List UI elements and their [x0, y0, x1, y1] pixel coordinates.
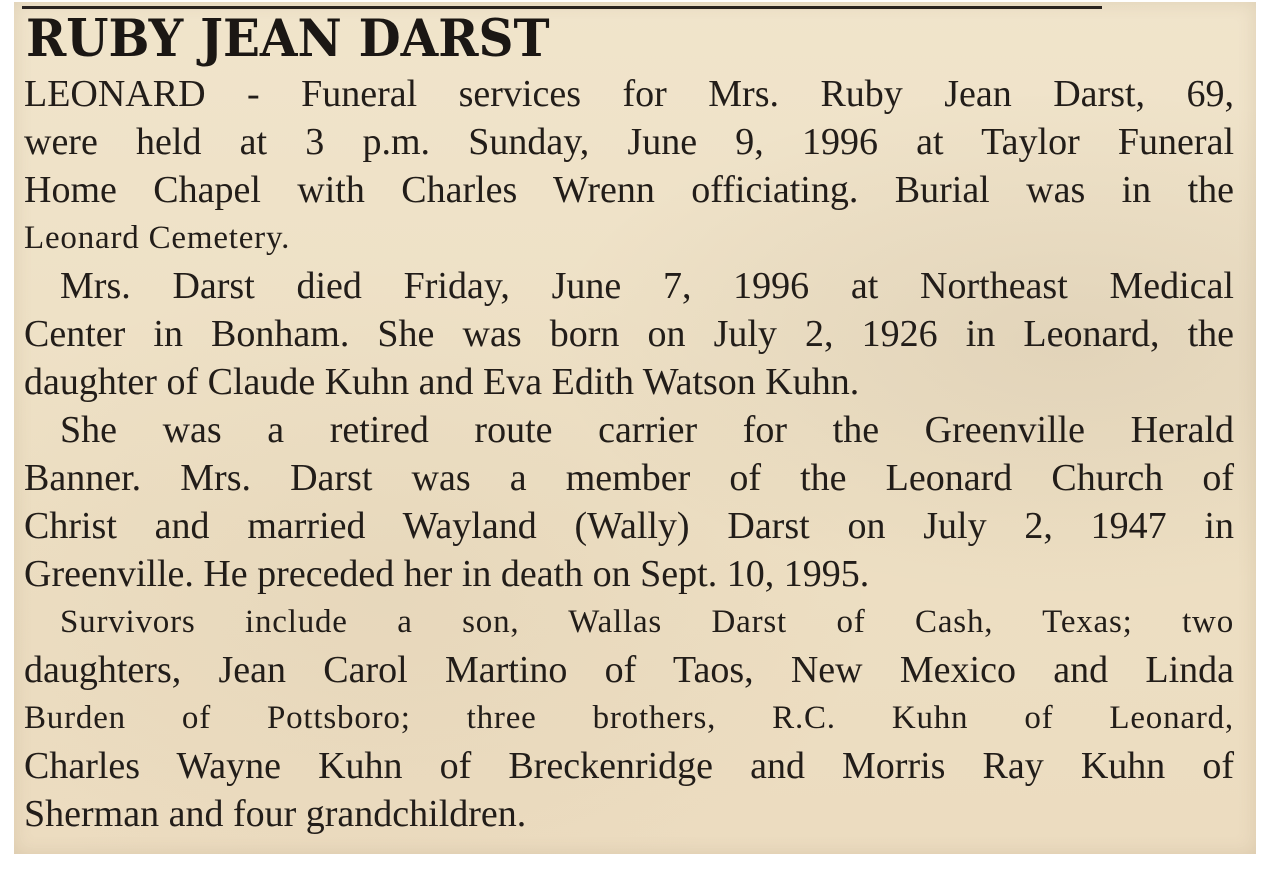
text-line: daughter of Claude Kuhn and Eva Edith Watson Kuhn. — [24, 361, 860, 403]
text-line: Greenville. He preceded her in death on Sept. 10, 1995. — [24, 553, 870, 595]
text-line: Burden of Pottsboro; three brothers, R.C. Kuhn of Leonard, — [24, 700, 1234, 736]
newspaper-clipping — [14, 2, 1256, 854]
text-line: were held at 3 p.m. Sunday, June 9, 1996 at Taylor Funeral — [24, 121, 1234, 163]
text-line: Christ and married Wayland (Wally) Darst on July 2, 1947 in — [24, 505, 1234, 547]
text-line: Mrs. Darst died Friday, June 7, 1996 at Northeast Medical — [60, 265, 1234, 307]
text-line: Center in Bonham. She was born on July 2, 1926 in Leonard, the — [24, 313, 1234, 355]
text-line: She was a retired route carrier for the Greenville Herald — [60, 409, 1234, 451]
obituary-headline: RUBY JEAN DARST — [26, 9, 550, 69]
text-line: Banner. Mrs. Darst was a member of the Leonard Church of — [24, 457, 1234, 499]
text-line: Leonard Cemetery. — [24, 220, 291, 256]
text-line: daughters, Jean Carol Martino of Taos, New Mexico and Linda — [24, 649, 1234, 691]
obituary-body — [24, 70, 1234, 838]
paragraph-survivors — [24, 598, 1234, 838]
paragraph-death — [24, 262, 1234, 406]
paragraph-services — [24, 70, 1234, 262]
text-line: Charles Wayne Kuhn of Breckenridge and Morris Ray Kuhn of — [24, 745, 1234, 787]
text-line: Sherman and four grandchildren. — [24, 793, 527, 835]
text-line: LEONARD - Funeral services for Mrs. Ruby Jean Darst, 69, — [24, 73, 1234, 115]
text-line: Home Chapel with Charles Wrenn officiating. Burial was in the — [24, 169, 1234, 211]
paragraph-career — [24, 406, 1234, 598]
text-line: Survivors include a son, Wallas Darst of Cash, Texas; two — [60, 604, 1234, 640]
